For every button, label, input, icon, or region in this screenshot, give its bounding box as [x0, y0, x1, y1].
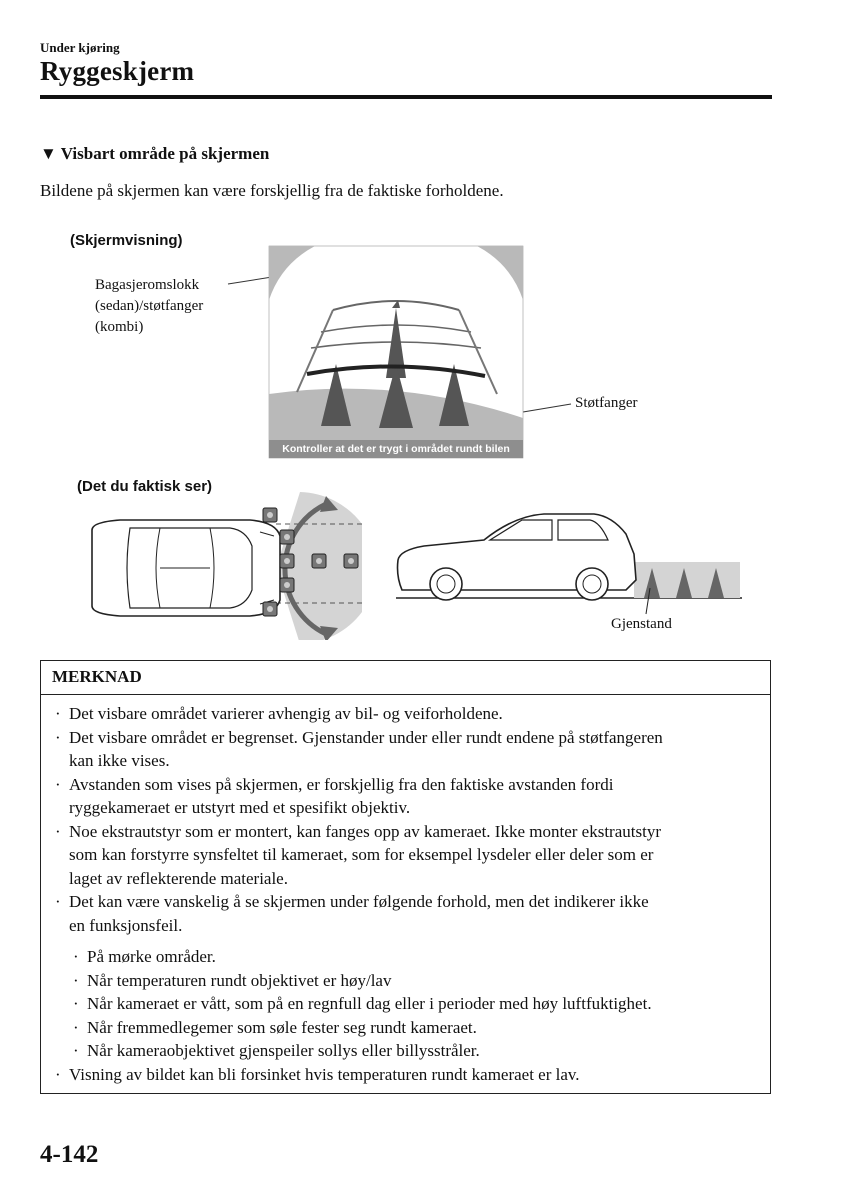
- callout-line: (sedan)/støtfanger: [95, 298, 204, 314]
- list-item-text: laget av reflekterende materiale.: [69, 868, 288, 888]
- trunk-lid-callout: [95, 275, 203, 338]
- sub-list-item: [73, 969, 765, 993]
- screen-view-label: (Skjermvisning): [70, 232, 183, 249]
- list-item: [55, 773, 765, 820]
- sub-list-item: [73, 945, 765, 969]
- obstacle-icon: [280, 578, 294, 592]
- list-item-text: Visning av bildet kan bli forsinket hvis temperaturen rundt kameraet er lav.: [69, 1064, 580, 1084]
- list-item-text: Det kan være vanskelig å se skjermen under følgende forhold, men det indikerer ikke: [69, 892, 649, 911]
- page-title: Ryggeskjerm: [40, 56, 195, 86]
- list-item: [55, 1063, 765, 1087]
- list-item-text: Når kameraobjektivet gjenspeiler sollys eller billysstråler.: [87, 1041, 480, 1060]
- obstacle-icon: [280, 530, 294, 544]
- page-number: 4-142: [40, 1141, 99, 1168]
- bumper-callout: Støtfanger: [575, 395, 638, 411]
- list-item-text: På mørke områder.: [87, 947, 216, 966]
- sub-list-item: [73, 1016, 765, 1040]
- subsection-title: Visbart område på skjermen: [60, 144, 270, 163]
- warning-banner-text: Kontroller at det er trygt i området rundt bilen: [282, 443, 510, 455]
- list-item: [55, 890, 765, 937]
- list-item-text: Det visbare området er begrenset. Gjenstander under eller rundt endene på støtfangeren: [69, 727, 663, 747]
- list-item: [55, 702, 765, 726]
- list-item-text: Når temperaturen rundt objektivet er høy/lav: [87, 970, 392, 990]
- bullet: ·: [73, 994, 79, 1013]
- obstacle-icon: [263, 508, 277, 522]
- list-item-text: en funksjonsfeil.: [69, 915, 183, 935]
- list-item-text: ryggekameraet er utstyrt med et spesifikt objektiv.: [69, 798, 411, 817]
- intro-text: Bildene på skjermen kan være forskjellig fra de faktiske forholdene.: [40, 181, 504, 200]
- list-item: [55, 820, 765, 891]
- obstacle-icon: [312, 554, 326, 568]
- list-item: [55, 726, 765, 773]
- car-side-view-icon: [398, 514, 637, 600]
- screen-view-figure: [215, 244, 575, 464]
- note-box: [40, 660, 771, 1094]
- list-item-text: Avstanden som vises på skjermen, er forskjellig fra den faktiske avstanden fordi: [69, 774, 614, 794]
- list-item-text: Noe ekstrautstyr som er montert, kan fanges opp av kameraet. Ikke monter ekstrautstyr: [69, 821, 661, 841]
- bullet: ·: [55, 774, 61, 794]
- top-view-figure: [80, 484, 380, 640]
- sub-list-item: [73, 1039, 765, 1063]
- bullet: ·: [73, 1041, 79, 1060]
- bullet: ·: [73, 1017, 79, 1037]
- obstacle-icon: [344, 554, 358, 568]
- bullet: ·: [73, 947, 79, 966]
- list-item-text: som kan forstyrre synsfeltet til kameraet, som for eksempel lysdeler eller deler som er: [69, 845, 654, 864]
- leader-line: [523, 404, 571, 412]
- screen-display: [269, 246, 523, 458]
- bullet: ·: [55, 727, 61, 747]
- list-item-text: Når fremmedlegemer som søle fester seg rundt kameraet.: [87, 1017, 477, 1037]
- note-list: [55, 702, 765, 1086]
- leader-line: [228, 277, 272, 284]
- bullet: ·: [55, 892, 61, 911]
- title-rule: [40, 95, 772, 99]
- note-heading: MERKNAD: [41, 661, 770, 695]
- section-label: Under kjøring: [40, 40, 120, 55]
- actual-view-label: (Det du faktisk ser): [77, 478, 213, 495]
- bullet: ·: [55, 1064, 61, 1084]
- side-view-figure: [394, 510, 746, 638]
- list-item-text: Når kameraet er vått, som på en regnfull dag eller i perioder med høy luftfuktighet.: [87, 994, 652, 1013]
- bullet: ·: [55, 704, 61, 723]
- callout-line: (kombi): [95, 319, 144, 335]
- list-item-text: kan ikke vises.: [69, 751, 170, 770]
- sub-list: [55, 945, 765, 1063]
- car-top-view-icon: [92, 520, 280, 616]
- list-item-text: Det visbare området varierer avhengig av bil- og veiforholdene.: [69, 704, 503, 723]
- obstacle-icon: [280, 554, 294, 568]
- callout-line: Bagasjeromslokk: [95, 277, 200, 293]
- subsection-heading: [40, 144, 269, 164]
- bullet: ·: [55, 821, 61, 841]
- bullet: ·: [73, 970, 79, 990]
- sub-list-item: [73, 992, 765, 1016]
- obstacle-icon: [263, 602, 277, 616]
- triangle-down-icon: ▼: [40, 144, 57, 163]
- obstacle-callout: Gjenstand: [611, 616, 672, 632]
